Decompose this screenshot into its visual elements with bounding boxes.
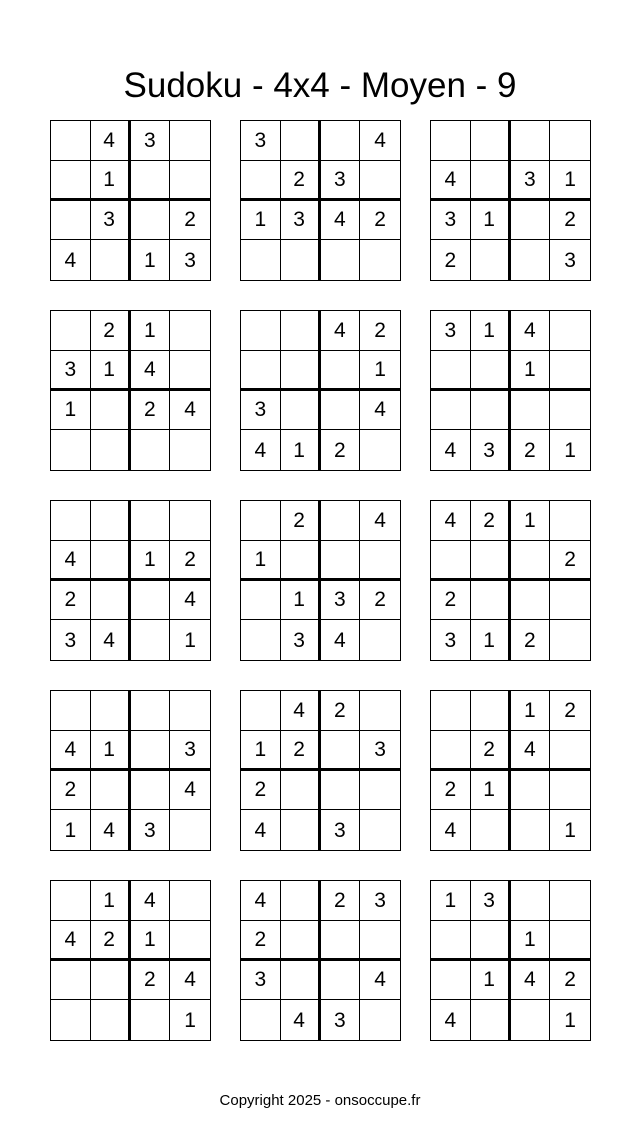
sudoku-cell[interactable]: 3 [241,961,281,1001]
sudoku-cell[interactable]: 1 [360,351,400,391]
sudoku-cell[interactable] [471,121,511,161]
sudoku-cell[interactable] [170,161,210,201]
sudoku-cell[interactable] [360,161,400,201]
sudoku-cell[interactable] [241,501,281,541]
sudoku-cell[interactable] [471,1000,511,1040]
sudoku-cell[interactable]: 4 [131,881,171,921]
sudoku-cell[interactable]: 3 [360,731,400,771]
sudoku-cell[interactable] [51,311,91,351]
sudoku-cell[interactable] [51,501,91,541]
sudoku-cell[interactable]: 1 [131,311,171,351]
sudoku-cell[interactable] [431,121,471,161]
sudoku-cell[interactable]: 4 [360,501,400,541]
sudoku-cell[interactable] [321,351,361,391]
sudoku-cell[interactable]: 1 [471,201,511,241]
sudoku-cell[interactable]: 3 [241,121,281,161]
sudoku-cell[interactable]: 1 [471,961,511,1001]
sudoku-cell[interactable] [131,731,171,771]
sudoku-cell[interactable] [550,921,590,961]
sudoku-cell[interactable] [170,351,210,391]
sudoku-cell[interactable]: 4 [431,161,471,201]
sudoku-cell[interactable] [321,541,361,581]
sudoku-cell[interactable]: 4 [241,881,281,921]
sudoku-cell[interactable]: 4 [170,961,210,1001]
sudoku-cell[interactable]: 1 [281,581,321,621]
sudoku-cell[interactable]: 4 [91,810,131,850]
sudoku-cell[interactable]: 1 [184,1008,196,1032]
sudoku-cell[interactable]: 4 [360,961,400,1001]
sudoku-cell[interactable] [321,731,361,771]
sudoku-puzzle [240,880,401,1041]
sudoku-puzzle [240,310,401,471]
sudoku-cell[interactable]: 3 [170,731,210,771]
sudoku-cell[interactable] [281,771,321,811]
sudoku-cell[interactable]: 1 [511,691,551,731]
sudoku-cell[interactable] [471,161,511,201]
sudoku-cell[interactable] [131,501,171,541]
sudoku-cell[interactable] [241,620,281,660]
sudoku-cell[interactable]: 3 [241,391,281,431]
sudoku-cell[interactable]: 2 [471,731,511,771]
sudoku-cell[interactable] [360,921,400,961]
sudoku-cell[interactable]: 1 [91,881,131,921]
copyright-footer: Copyright 2025 - onsoccupe.fr [219,1092,421,1109]
sudoku-cell[interactable] [51,961,91,1001]
sudoku-puzzle [50,120,211,281]
sudoku-cell[interactable]: 1 [431,881,471,921]
sudoku-cell[interactable]: 4 [51,921,91,961]
sudoku-cell[interactable] [51,1000,91,1040]
sudoku-cell[interactable] [131,691,171,731]
sudoku-cell[interactable] [511,1000,551,1040]
sudoku-cell[interactable]: 3 [51,620,91,660]
sudoku-cell[interactable] [511,201,551,241]
sudoku-cell[interactable]: 2 [360,311,400,351]
sudoku-cell[interactable]: 2 [511,430,551,470]
sudoku-cell[interactable] [91,1000,131,1040]
sudoku-cell[interactable]: 3 [360,881,400,921]
sudoku-cell[interactable]: 4 [51,731,91,771]
sudoku-cell[interactable] [241,311,281,351]
sudoku-cell[interactable]: 1 [564,1008,576,1032]
sudoku-puzzle [50,310,211,471]
sudoku-cell[interactable]: 4 [51,541,91,581]
sudoku-cell[interactable]: 2 [431,240,471,280]
sudoku-cell[interactable]: 2 [241,771,281,811]
sudoku-cell[interactable] [511,391,551,431]
page-title: Sudoku - 4x4 - Moyen - 9 [123,66,517,106]
sudoku-cell[interactable] [511,541,551,581]
sudoku-cell[interactable]: 1 [131,240,171,280]
sudoku-puzzle [430,310,591,471]
sudoku-cell[interactable]: 2 [550,541,590,581]
sudoku-cell[interactable] [91,430,131,470]
sudoku-cell[interactable]: 3 [471,430,511,470]
sudoku-cell[interactable] [321,771,361,811]
sudoku-cell[interactable] [281,810,321,850]
sudoku-cell[interactable] [51,201,91,241]
sudoku-puzzle [430,500,591,661]
sudoku-cell[interactable] [511,581,551,621]
sudoku-cell[interactable] [241,240,281,280]
sudoku-puzzle [240,120,401,281]
sudoku-cell[interactable]: 1 [471,311,511,351]
sudoku-cell[interactable]: 3 [51,351,91,391]
sudoku-cell[interactable]: 4 [431,430,471,470]
sudoku-cell[interactable] [281,541,321,581]
sudoku-cell[interactable]: 4 [511,961,551,1001]
sudoku-cell[interactable] [550,771,590,811]
sudoku-cell[interactable]: 2 [51,581,91,621]
sudoku-puzzle [240,690,401,851]
sudoku-cell[interactable] [91,501,131,541]
sudoku-puzzle [50,690,211,851]
sudoku-cell[interactable]: 2 [281,501,321,541]
sudoku-cell[interactable] [471,351,511,391]
sudoku-cell[interactable] [131,201,171,241]
sudoku-puzzle [430,690,591,851]
sudoku-cell[interactable] [511,121,551,161]
sudoku-cell[interactable] [91,691,131,731]
sudoku-cell[interactable]: 1 [471,620,511,660]
sudoku-cell[interactable]: 1 [131,921,171,961]
sudoku-cell[interactable] [360,691,400,731]
sudoku-cell[interactable] [360,1000,400,1040]
sudoku-cell[interactable]: 1 [511,351,551,391]
sudoku-cell[interactable]: 3 [321,581,361,621]
sudoku-cell[interactable]: 1 [241,201,281,241]
puzzle-collection [50,120,591,1041]
sudoku-cell[interactable] [281,311,321,351]
sudoku-cell[interactable] [321,240,361,280]
sudoku-cell[interactable]: 1 [241,541,281,581]
sudoku-cell[interactable]: 2 [511,620,551,660]
sudoku-cell[interactable] [360,810,400,850]
sudoku-cell[interactable]: 2 [431,581,471,621]
sudoku-cell[interactable] [91,240,131,280]
sudoku-cell[interactable] [131,161,171,201]
sudoku-cell[interactable] [360,620,400,660]
sudoku-cell[interactable]: 4 [511,311,551,351]
sudoku-cell[interactable] [431,351,471,391]
sudoku-cell[interactable]: 4 [431,501,471,541]
sudoku-cell[interactable]: 2 [170,201,210,241]
sudoku-cell[interactable]: 1 [184,628,196,652]
sudoku-cell[interactable] [131,771,171,811]
sudoku-cell[interactable] [321,391,361,431]
sudoku-cell[interactable]: 3 [131,121,171,161]
sudoku-cell[interactable]: 3 [281,620,321,660]
sudoku-cell[interactable]: 1 [51,391,91,431]
sudoku-cell[interactable]: 2 [131,391,171,431]
sudoku-puzzle [430,880,591,1041]
sudoku-cell[interactable]: 1 [511,501,551,541]
sudoku-cell[interactable] [550,311,590,351]
sudoku-puzzle [430,120,591,281]
sudoku-cell[interactable] [471,581,511,621]
sudoku-cell[interactable] [281,961,321,1001]
sudoku-cell[interactable]: 2 [550,961,590,1001]
sudoku-cell[interactable] [360,430,400,470]
sudoku-cell[interactable] [131,581,171,621]
sudoku-cell[interactable]: 2 [321,691,361,731]
sudoku-cell[interactable] [170,121,210,161]
sudoku-cell[interactable]: 2 [51,771,91,811]
sudoku-cell[interactable] [170,881,210,921]
sudoku-cell[interactable]: 3 [281,201,321,241]
sudoku-cell[interactable]: 4 [51,240,91,280]
sudoku-cell[interactable]: 4 [241,810,281,850]
sudoku-cell[interactable] [550,620,590,660]
sudoku-cell[interactable]: 1 [91,731,131,771]
sudoku-cell[interactable] [241,1000,281,1040]
sudoku-cell[interactable]: 2 [431,771,471,811]
sudoku-cell[interactable] [321,961,361,1001]
sudoku-cell[interactable] [550,881,590,921]
sudoku-cell[interactable] [170,810,210,850]
sudoku-cell[interactable] [550,581,590,621]
sudoku-cell[interactable] [51,691,91,731]
sudoku-cell[interactable]: 3 [431,620,471,660]
sudoku-cell[interactable] [281,240,321,280]
sudoku-cell[interactable] [511,881,551,921]
sudoku-cell[interactable] [170,691,210,731]
sudoku-cell[interactable] [431,391,471,431]
sudoku-cell[interactable]: 1 [281,430,321,470]
sudoku-cell[interactable] [241,351,281,391]
sudoku-cell[interactable]: 2 [91,311,131,351]
sudoku-cell[interactable] [131,620,171,660]
sudoku-cell[interactable] [51,881,91,921]
sudoku-cell[interactable]: 2 [281,161,321,201]
sudoku-cell[interactable] [550,501,590,541]
sudoku-cell[interactable] [281,391,321,431]
sudoku-cell[interactable]: 4 [360,121,400,161]
sudoku-cell[interactable] [431,691,471,731]
sudoku-cell[interactable] [550,121,590,161]
sudoku-cell[interactable]: 4 [321,201,361,241]
sudoku-cell[interactable]: 1 [91,351,131,391]
sudoku-cell[interactable] [471,541,511,581]
sudoku-cell[interactable] [131,430,171,470]
sudoku-cell[interactable]: 2 [241,921,281,961]
sudoku-puzzle [50,880,211,1041]
sudoku-cell[interactable] [241,691,281,731]
sudoku-cell[interactable]: 2 [550,691,590,731]
sudoku-cell[interactable]: 1 [471,771,511,811]
sudoku-cell[interactable] [431,961,471,1001]
sudoku-cell[interactable] [321,501,361,541]
sudoku-cell[interactable]: 1 [51,810,91,850]
sudoku-cell[interactable] [360,240,400,280]
sudoku-cell[interactable]: 3 [321,1000,361,1040]
sudoku-cell[interactable] [431,541,471,581]
sudoku-cell[interactable] [360,771,400,811]
sudoku-cell[interactable] [170,311,210,351]
sudoku-cell[interactable]: 2 [131,961,171,1001]
sudoku-cell[interactable] [471,921,511,961]
sudoku-cell[interactable]: 3 [471,881,511,921]
sudoku-cell[interactable]: 1 [241,731,281,771]
sudoku-cell[interactable] [471,391,511,431]
sudoku-cell[interactable]: 1 [91,161,131,201]
sudoku-cell[interactable] [91,581,131,621]
sudoku-cell[interactable] [281,921,321,961]
sudoku-cell[interactable]: 1 [564,818,576,842]
sudoku-cell[interactable] [51,430,91,470]
sudoku-cell[interactable]: 3 [511,161,551,201]
sudoku-cell[interactable]: 2 [550,201,590,241]
sudoku-cell[interactable] [511,810,551,850]
sudoku-cell[interactable] [51,161,91,201]
sudoku-cell[interactable] [241,161,281,201]
sudoku-cell[interactable] [511,771,551,811]
sudoku-cell[interactable]: 1 [131,541,171,581]
sudoku-cell[interactable]: 4 [91,121,131,161]
sudoku-cell[interactable] [281,881,321,921]
sudoku-cell[interactable] [170,921,210,961]
sudoku-cell[interactable]: 4 [241,430,281,470]
sudoku-cell[interactable] [91,961,131,1001]
sudoku-cell[interactable]: 2 [360,581,400,621]
sudoku-cell[interactable] [471,240,511,280]
sudoku-cell[interactable] [170,501,210,541]
sudoku-cell[interactable]: 1 [564,438,576,462]
sudoku-cell[interactable]: 4 [360,391,400,431]
sudoku-cell[interactable] [281,121,321,161]
sudoku-cell[interactable] [170,430,210,470]
sudoku-cell[interactable]: 3 [321,161,361,201]
sudoku-cell[interactable] [91,771,131,811]
sudoku-cell[interactable]: 3 [321,810,361,850]
sudoku-cell[interactable] [281,351,321,391]
sudoku-cell[interactable]: 4 [170,391,210,431]
sudoku-cell[interactable]: 3 [91,201,131,241]
sudoku-puzzle [50,500,211,661]
sudoku-cell[interactable]: 4 [321,620,361,660]
sudoku-cell[interactable] [360,541,400,581]
sudoku-cell[interactable]: 1 [511,921,551,961]
sudoku-cell[interactable]: 1 [550,161,590,201]
sudoku-cell[interactable] [321,121,361,161]
sudoku-cell[interactable]: 2 [281,731,321,771]
sudoku-cell[interactable]: 4 [281,691,321,731]
sudoku-cell[interactable]: 4 [511,731,551,771]
sudoku-cell[interactable] [471,810,511,850]
sudoku-cell[interactable]: 3 [184,248,196,272]
sudoku-cell[interactable]: 2 [360,201,400,241]
sudoku-cell[interactable] [131,1000,171,1040]
sudoku-cell[interactable]: 2 [91,921,131,961]
sudoku-cell[interactable] [241,581,281,621]
sudoku-cell[interactable]: 3 [431,311,471,351]
sudoku-cell[interactable] [91,541,131,581]
sudoku-cell[interactable] [550,351,590,391]
sudoku-cell[interactable] [51,121,91,161]
sudoku-cell[interactable]: 4 [91,620,131,660]
sudoku-cell[interactable]: 4 [170,581,210,621]
sudoku-cell[interactable]: 3 [564,248,576,272]
sudoku-cell[interactable]: 2 [321,881,361,921]
sudoku-cell[interactable]: 4 [131,351,171,391]
sudoku-cell[interactable]: 4 [281,1000,321,1040]
sudoku-cell[interactable]: 2 [321,430,361,470]
sudoku-cell[interactable] [550,391,590,431]
sudoku-cell[interactable]: 4 [431,810,471,850]
sudoku-cell[interactable]: 3 [431,201,471,241]
sudoku-cell[interactable]: 4 [170,771,210,811]
sudoku-cell[interactable] [511,240,551,280]
sudoku-cell[interactable]: 4 [431,1000,471,1040]
sudoku-cell[interactable] [321,921,361,961]
sudoku-cell[interactable] [431,731,471,771]
sudoku-cell[interactable] [431,921,471,961]
sudoku-cell[interactable]: 4 [321,311,361,351]
sudoku-cell[interactable]: 2 [471,501,511,541]
sudoku-cell[interactable] [91,391,131,431]
sudoku-cell[interactable] [471,691,511,731]
sudoku-cell[interactable]: 3 [131,810,171,850]
sudoku-cell[interactable] [550,731,590,771]
sudoku-puzzle [240,500,401,661]
sudoku-cell[interactable]: 2 [170,541,210,581]
